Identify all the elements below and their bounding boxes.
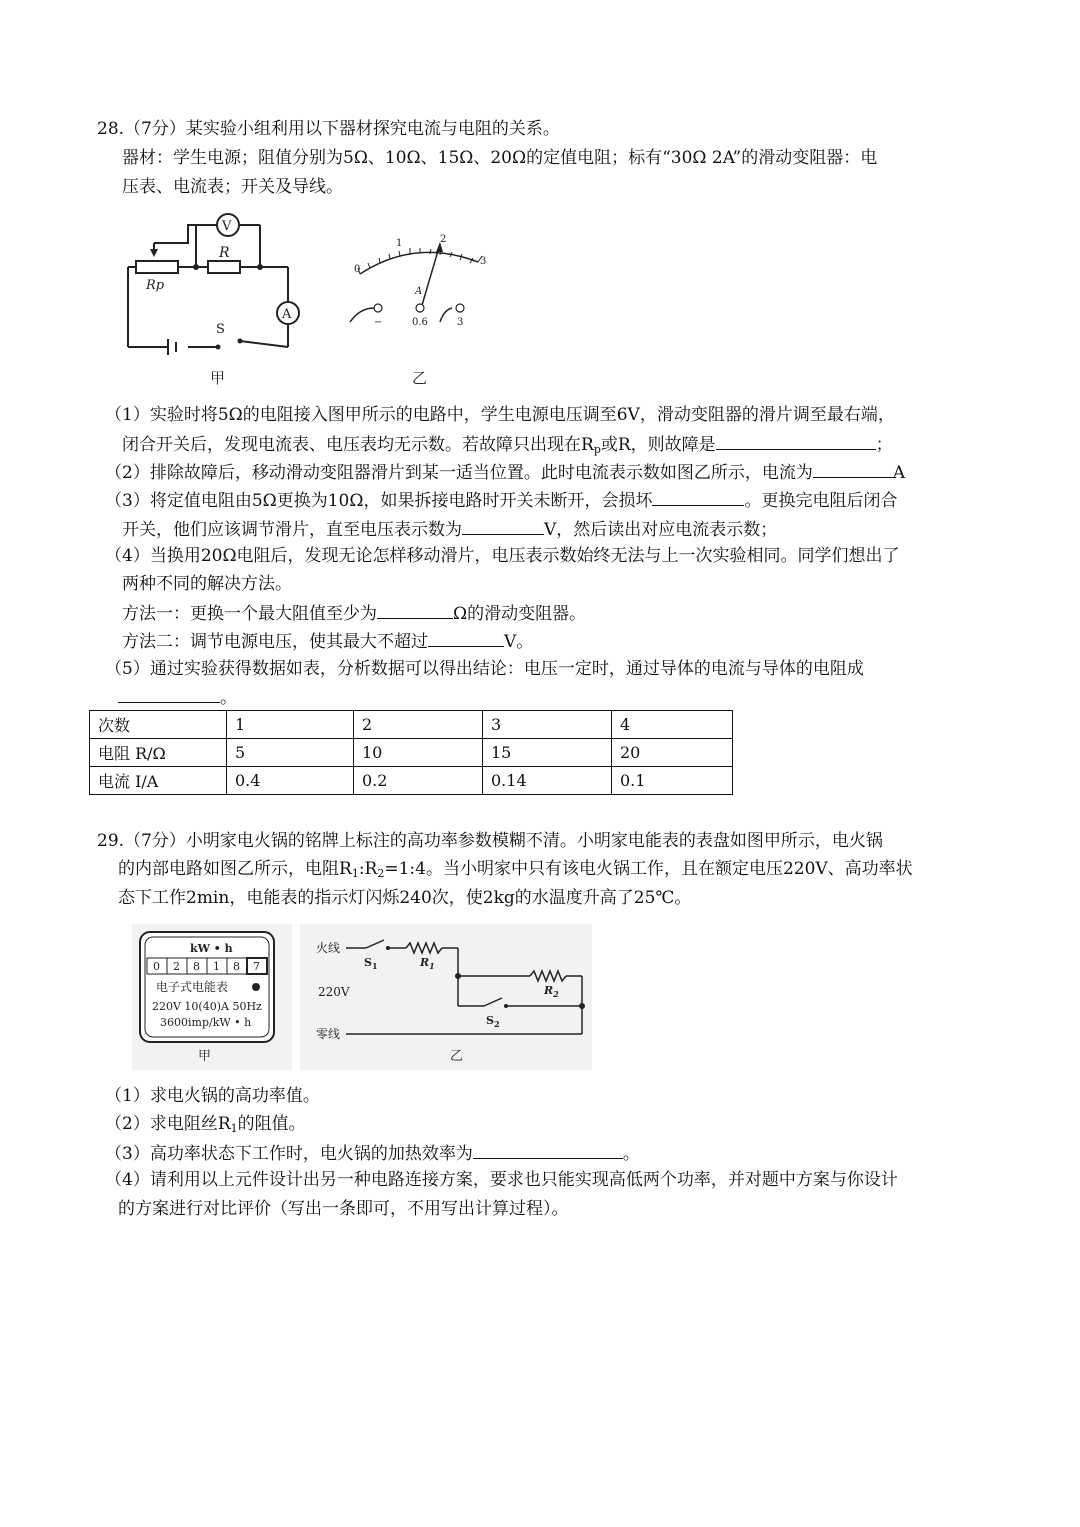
table-cell: 0.1 <box>612 767 733 795</box>
answer-blank <box>652 487 744 506</box>
q29-hotpot-circuit-figure-yi <box>300 924 592 1070</box>
table-cell: 0.4 <box>227 767 354 795</box>
terminal-3: 3 <box>457 317 464 328</box>
q28-part5-line1: （5）通过实验获得数据如表，分析数据可以得出结论：电压一定时，通过导体的电流与导体的电阻成 <box>105 659 864 679</box>
q28-ammeter-dial-figure-yi <box>340 230 500 390</box>
terminal-0-6: 0.6 <box>412 317 428 328</box>
q29-energy-meter-figure-jia <box>132 924 292 1070</box>
q29-part4-line2: 的方案进行对比评价（写出一条即可，不用写出计算过程）。 <box>118 1199 569 1219</box>
meter-digit: 8 <box>193 960 200 973</box>
q28-method2: 方法二：调节电源电压，使其最大不超过 V。 <box>122 628 533 654</box>
q28-materials-line1: 器材：学生电源；阻值分别为5Ω、10Ω、15Ω、20Ω的定值电阻；标有“30Ω 2A”的滑动变阻器：电 <box>122 148 878 168</box>
meter-spec1: 220V 10(40)A 50Hz <box>152 1000 262 1013</box>
dial-tick-2: 2 <box>440 234 447 245</box>
q28-part3-line2: 开关，他们应该调节滑片，直至电压表示数为 V，然后读出对应电流表示数； <box>122 516 777 542</box>
table-cell: 20 <box>612 739 733 767</box>
table-cell: 5 <box>227 739 354 767</box>
meter-digit: 0 <box>153 960 160 973</box>
table-cell: 0.2 <box>354 767 483 795</box>
voltmeter-label: V <box>222 219 232 234</box>
answer-blank <box>377 600 453 619</box>
q28-data-table <box>89 710 733 795</box>
meter-digit: 8 <box>233 960 240 973</box>
r1-label: $R_1$ <box>420 956 435 971</box>
q28-part5-line2: 。 <box>118 684 237 710</box>
s1-label: $S_1$ <box>364 956 378 971</box>
circuit-caption: 乙 <box>450 1049 464 1064</box>
meter-name: 电子式电能表 <box>156 980 229 994</box>
q29-part1: （1）求电火锅的高功率值。 <box>105 1086 320 1106</box>
q29-part3: （3）高功率状态下工作时，电火锅的加热效率为 。 <box>105 1140 640 1166</box>
dial-tick-0: 0 <box>354 264 361 275</box>
fig-yi-caption: 乙 <box>412 369 428 387</box>
table-row <box>90 767 733 795</box>
q28-materials-line2: 压表、电流表；开关及导线。 <box>122 177 343 197</box>
table-cell: 电流 I/A <box>90 767 227 795</box>
q28-part4-line2: 两种不同的解决方法。 <box>122 574 292 594</box>
meter-caption: 甲 <box>198 1049 212 1064</box>
switch-label: S <box>216 322 225 337</box>
rheostat-label: Rp <box>146 278 165 293</box>
q28-method1: 方法一：更换一个最大阻值至少为 Ω的滑动变阻器。 <box>122 600 586 626</box>
neutral-wire-label: 零线 <box>316 1027 341 1041</box>
answer-blank <box>813 459 893 478</box>
q28-circuit-figure-jia <box>118 205 308 390</box>
q29-part4-line1: （4）请利用以上元件设计出另一种电路连接方案，要求也只能实现高低两个功率，并对题中方案与你设计 <box>105 1170 898 1190</box>
q29-line2: 的内部电路如图乙所示，电阻$R_1:R_2=1:4$。当小明家中只有该电火锅工作，且在额定电压220V、高功率状 <box>118 859 913 880</box>
table-cell: 15 <box>483 739 612 767</box>
resistor-label: R <box>219 245 230 261</box>
terminal-minus: − <box>374 317 383 328</box>
table-cell: 2 <box>354 711 483 739</box>
ammeter-label: A <box>282 307 292 322</box>
table-cell: 电阻 R/Ω <box>90 739 227 767</box>
table-cell: 0.14 <box>483 767 612 795</box>
answer-blank <box>462 516 544 535</box>
dial-tick-3: 3 <box>480 256 487 267</box>
table-cell: 次数 <box>90 711 227 739</box>
q28-title: 28.（7分）某实验小组利用以下器材探究电流与电阻的关系。 <box>97 119 560 139</box>
live-wire-label: 火线 <box>316 941 341 955</box>
table-cell: 3 <box>483 711 612 739</box>
meter-digit: 2 <box>173 960 180 973</box>
dial-tick-1: 1 <box>396 238 403 249</box>
q29-line3: 态下工作2min，电能表的指示灯闪烁240次，使2kg的水温度升高了25℃。 <box>118 888 692 908</box>
dial-unit: A <box>415 286 423 297</box>
fig-jia-caption: 甲 <box>210 369 226 387</box>
r2-label: $R_2$ <box>544 984 559 999</box>
answer-blank <box>716 431 876 450</box>
meter-digit: 1 <box>213 960 220 973</box>
meter-digit: 7 <box>253 960 260 973</box>
q29-title: 29.（7分）小明家电火锅的铭牌上标注的高功率参数模糊不清。小明家电能表的表盘如图甲所示，电火锅 <box>97 831 883 851</box>
meter-unit: kW • h <box>190 942 233 955</box>
table-cell: 10 <box>354 739 483 767</box>
q28-part1-line1: （1）实验时将5Ω的电阻接入图甲所示的电路中，学生电源电压调至6V，滑动变阻器的滑片调至最右端， <box>105 405 895 425</box>
indicator-light-icon <box>252 983 260 991</box>
q28-part1-line2: 闭合开关后，发现电流表、电压表均无示数。若故障只出现在$R_p$或R，则故障是 ； <box>122 431 893 462</box>
answer-blank <box>428 628 504 647</box>
answer-blank <box>118 684 220 703</box>
q28-part4-line1: （4）当换用20Ω电阻后，发现无论怎样移动滑片，电压表示数始终无法与上一次实验相同。同学们想出了 <box>105 546 900 566</box>
table-cell: 1 <box>227 711 354 739</box>
meter-spec2: 3600imp/kW • h <box>160 1016 252 1029</box>
s2-label: $S_2$ <box>486 1014 500 1029</box>
answer-blank <box>473 1140 623 1159</box>
table-row <box>90 739 733 767</box>
table-cell: 4 <box>612 711 733 739</box>
table-row <box>90 711 733 739</box>
q28-part3-line1: （3）将定值电阻由5Ω更换为10Ω，如果拆接电路时开关未断开，会损坏 。更换完电阻后闭合 <box>105 487 897 513</box>
voltage-label: 220V <box>318 985 350 999</box>
q28-part2: （2）排除故障后，移动滑动变阻器滑片到某一适当位置。此时电流表示数如图乙所示，电流为 A <box>105 459 905 485</box>
q29-part2: （2）求电阻丝$R_1$的阻值。 <box>105 1114 306 1135</box>
